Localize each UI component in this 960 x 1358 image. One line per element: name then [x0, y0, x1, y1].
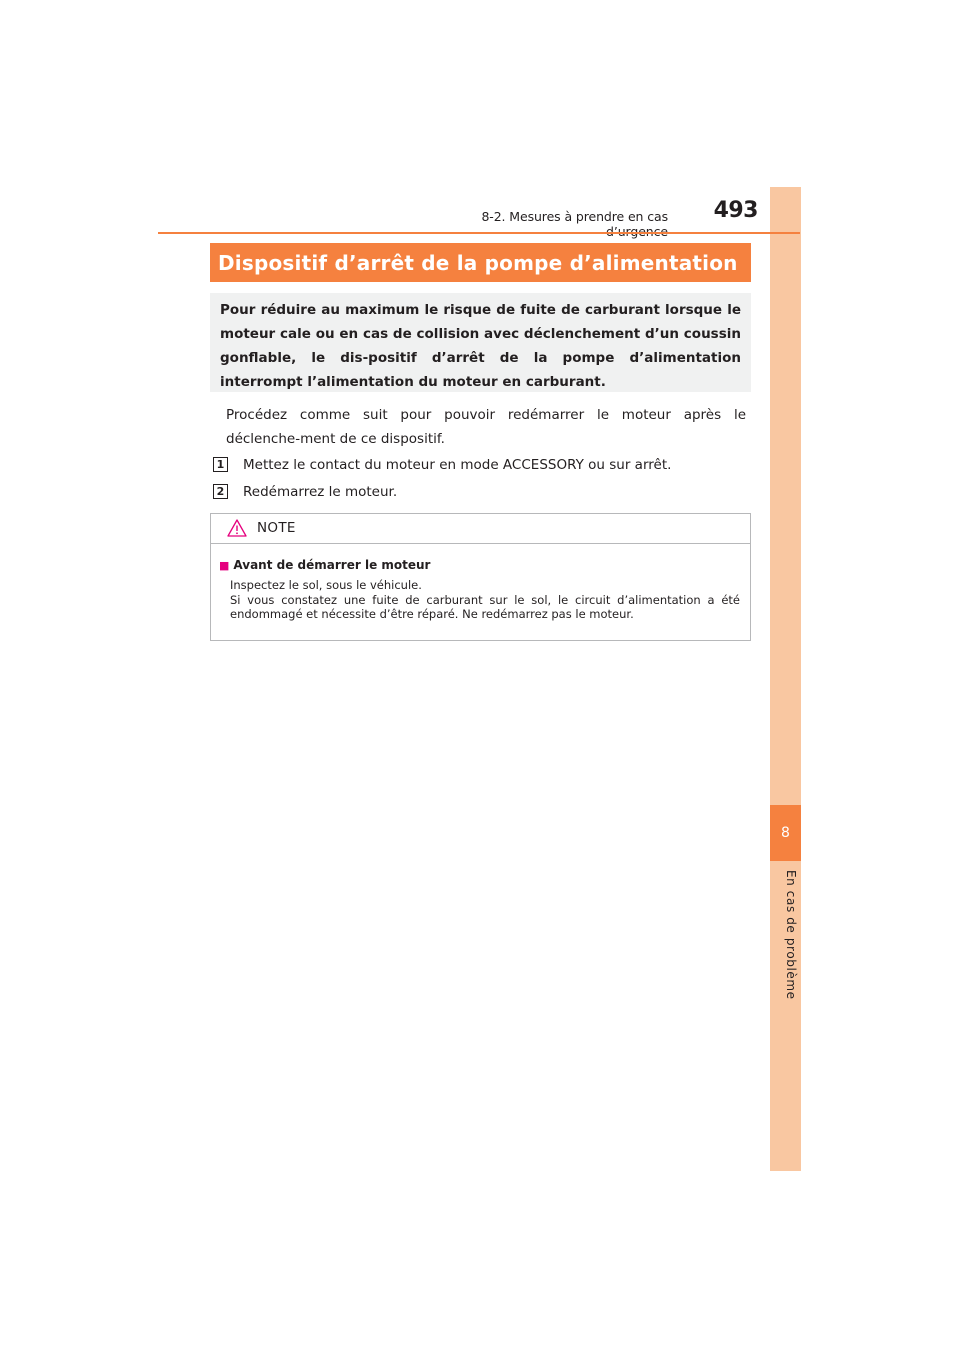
warning-icon [227, 519, 247, 537]
section-header: 8-2. Mesures à prendre en cas [481, 209, 668, 224]
note-heading [219, 558, 430, 572]
note-line: Inspectez le sol, sous le véhicule. [230, 578, 422, 592]
step-item [213, 454, 753, 476]
chapter-number: 8 [770, 805, 801, 861]
note-header [211, 514, 750, 544]
intro-box [210, 293, 751, 392]
procedure-text: Procédez comme suit pour pouvoir redémarrer le moteur après le déclenche-ment de ce dispositif. [226, 407, 746, 447]
chapter-side-tab [770, 187, 801, 1171]
page-title: Dispositif d’arrêt de la pompe d’alimentation [210, 243, 751, 282]
step-number-badge: 1 [213, 457, 228, 472]
intro-text: Pour réduire au maximum le risque de fuite de carburant lorsque le moteur cale ou en cas de collision avec déclenchement d’un coussin gonflable, le dis-positif d’arrêt de la pompe d’alimentation interrompt l’alimentation du moteur en carburant. [220, 302, 741, 390]
step-text: Mettez le contact du moteur en mode ACCESSORY ou sur arrêt. [243, 457, 672, 473]
note-line: Si vous constatez une fuite de carburant sur le sol, le circuit d’alimentation a été endommagé et nécessite d’être réparé. Ne redémarrez pas le moteur. [230, 592, 740, 621]
header-divider [158, 232, 800, 234]
note-body [230, 578, 740, 622]
note-heading-text: Avant de démarrer le moteur [233, 558, 431, 572]
step-number-badge: 2 [213, 484, 228, 499]
square-bullet-icon: ■ [219, 559, 230, 572]
chapter-label: En cas de problème [784, 870, 798, 1000]
step-item [213, 481, 753, 503]
step-text: Redémarrez le moteur. [243, 484, 398, 500]
note-title: NOTE [257, 520, 296, 536]
page-number: 493 [713, 198, 758, 223]
note-box [210, 513, 751, 641]
